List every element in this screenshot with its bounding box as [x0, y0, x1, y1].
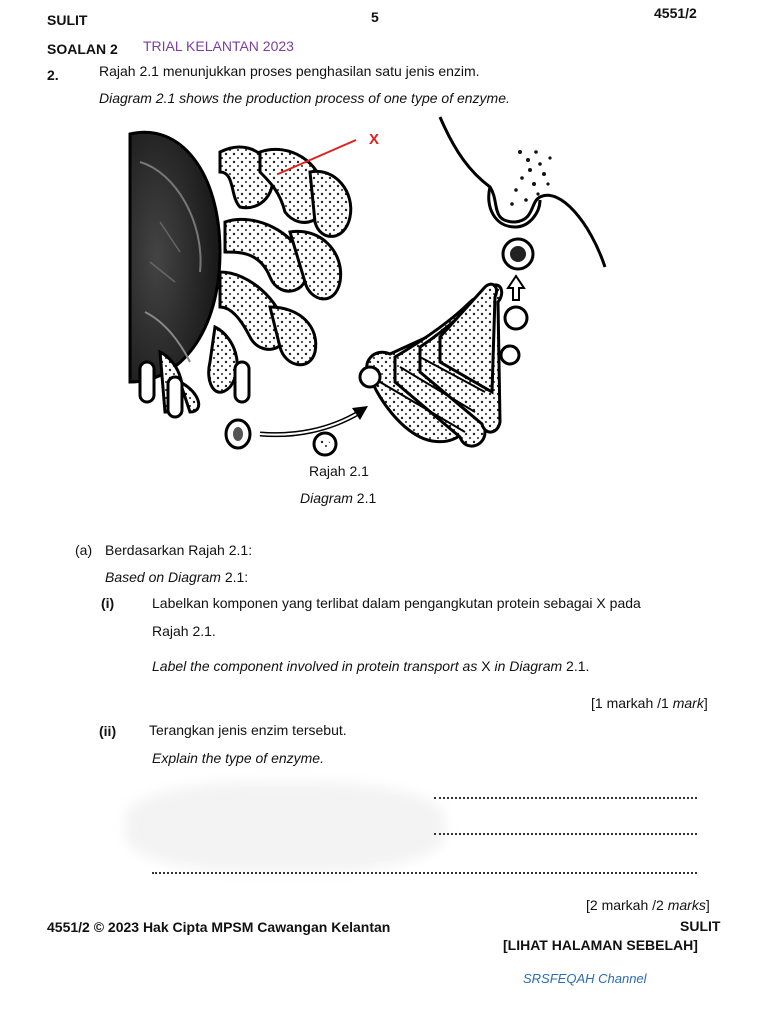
source-tag: TRIAL KELANTAN 2023 — [143, 38, 294, 54]
question-number: 2. — [47, 67, 59, 83]
diagram-caption-en — [300, 490, 376, 506]
part-a-i-label: (i) — [101, 595, 115, 611]
part-a-intro-en-number: 2.1: — [224, 569, 249, 585]
part-a-ii-marks-a: [2 markah /2 — [586, 897, 664, 913]
part-a-i-en-number: 2.1. — [566, 658, 590, 674]
released-enzyme-dots — [510, 150, 551, 206]
part-a-i-en-x: X — [481, 658, 491, 674]
part-a-intro-en — [105, 569, 248, 585]
part-a-i-marks-b: mark — [672, 695, 704, 711]
question-stem-en: Diagram 2.1 shows the production process of one type of enzyme. — [99, 90, 510, 106]
part-a-i-marks-c: ] — [703, 695, 708, 711]
footer-next-page: [LIHAT HALAMAN SEBELAH] — [503, 937, 698, 953]
part-a-i-en-b: in Diagram — [494, 658, 563, 674]
part-a-i-ms-line2: Rajah 2.1. — [152, 623, 216, 639]
part-a-label: (a) — [75, 542, 93, 558]
part-a-i-marks — [591, 695, 708, 711]
part-a-intro-ms: Berdasarkan Rajah 2.1: — [105, 542, 253, 558]
part-a-ii-marks-c: ] — [705, 897, 710, 913]
arrow-to-golgi — [260, 406, 368, 435]
part-a-ii-marks — [586, 897, 710, 913]
answer-line-3[interactable] — [152, 872, 697, 874]
answer-line-2[interactable] — [434, 833, 697, 835]
footer-channel: SRSFEQAH Channel — [523, 971, 647, 986]
page-number: 5 — [371, 9, 379, 25]
part-a-i-ms-line1: Labelkan komponen yang terlibat dalam pengangkutan protein sebagai X pada — [152, 595, 641, 611]
footer-copyright: 4551/2 © 2023 Hak Cipta MPSM Cawangan Kelantan — [47, 919, 391, 935]
part-a-i-en — [152, 658, 589, 674]
part-a-ii-ms: Terangkan jenis enzim tersebut. — [149, 722, 347, 738]
vesicle-near-membrane — [503, 239, 533, 269]
free-vesicle — [314, 433, 336, 455]
footer-sulit: SULIT — [680, 918, 721, 934]
section-label: SOALAN 2 — [47, 41, 118, 57]
nucleus — [130, 132, 220, 382]
diagram-caption-en-word: Diagram — [300, 490, 353, 506]
part-a-ii-en: Explain the type of enzyme. — [152, 750, 324, 766]
question-stem-ms: Rajah 2.1 menunjukkan proses penghasilan satu jenis enzim. — [99, 63, 480, 79]
part-a-i-en-a: Label the component involved in protein transport as — [152, 658, 478, 674]
label-x: X — [369, 131, 380, 148]
diagram-caption-en-number: 2.1 — [356, 490, 377, 506]
paper-code: 4551/2 — [654, 5, 697, 21]
transport-vesicle — [226, 420, 250, 448]
part-a-i-marks-a: [1 markah /1 — [591, 695, 669, 711]
part-a-ii-label: (ii) — [99, 723, 117, 739]
part-a-ii-marks-b: marks — [667, 897, 706, 913]
answer-line-1[interactable] — [434, 797, 697, 799]
part-a-intro-en-words: Based on Diagram — [105, 569, 221, 585]
diagram-caption-ms: Rajah 2.1 — [309, 463, 369, 479]
erased-answer-smudge — [125, 782, 445, 872]
enzyme-production-diagram — [120, 112, 620, 467]
arrow-up — [508, 276, 524, 300]
header-sulit: SULIT — [47, 12, 88, 28]
